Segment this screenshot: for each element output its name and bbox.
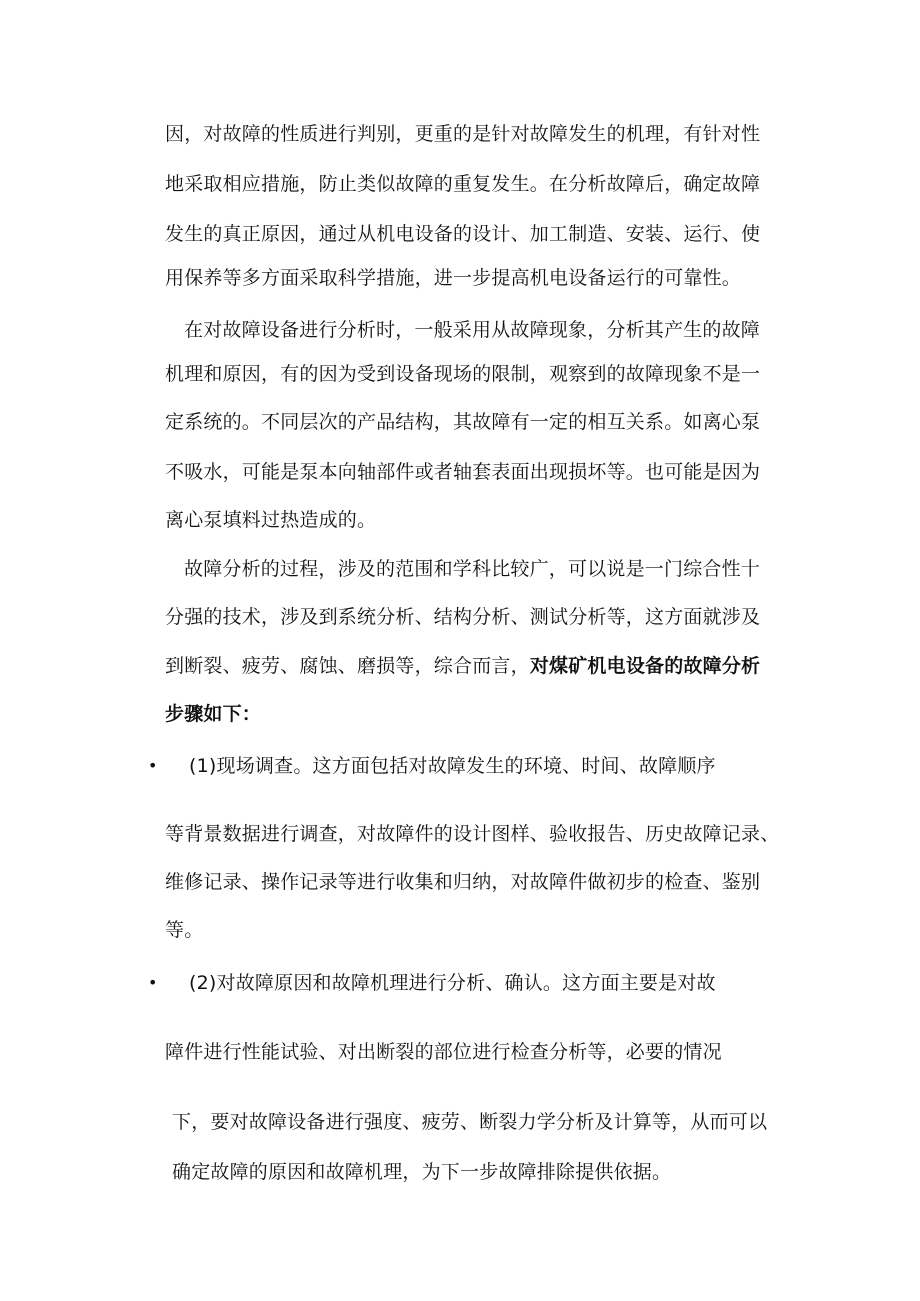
paragraph3-line2: 分强的技术，涉及到系统分析、结构分析、测试分析等，这方面就涉及	[165, 606, 761, 628]
list-item2-line3: 确定故障的原因和故障机理，为下一步故障排除提供依据。	[172, 1161, 672, 1183]
paragraph1-line4: 用保养等多方面采取科学措施，进一步提高机电设备运行的可靠性。	[165, 267, 742, 289]
bullet-2: •	[148, 973, 158, 992]
list-item2-lead: (2)对故障原因和故障机理进行分析、确认。这方面主要是对故	[189, 972, 716, 994]
paragraph2-line2: 机理和原因，有的因为受到设备现场的限制，观察到的故障现象不是一	[165, 363, 761, 385]
paragraph3-line3	[165, 654, 760, 678]
paragraph1-line1: 因，对故障的性质进行判别，更重的是针对故障发生的机理，有针对性	[165, 123, 761, 145]
paragraph3-line1: 故障分析的过程，涉及的范围和学科比较广，可以说是一门综合性十	[184, 558, 761, 580]
paragraph3-line4-bold: 步骤如下：	[165, 703, 262, 725]
list-item1-line2: 维修记录、操作记录等进行收集和归纳，对故障件做初步的检查、鉴别	[165, 871, 761, 893]
list-item1-line1: 等背景数据进行调查，对故障件的设计图样、验收报告、历史故障记录、	[165, 823, 780, 845]
list-item2-line2: 下，要对故障设备进行强度、疲劳、断裂力学分析及计算等，从而可以	[172, 1111, 768, 1133]
paragraph2-line1: 在对故障设备进行分析时，一般采用从故障现象，分析其产生的故障	[184, 319, 761, 341]
bullet-1: •	[148, 756, 158, 775]
paragraph1-line2: 地采取相应措施，防止类似故障的重复发生。在分析故障后，确定故障	[165, 173, 761, 195]
paragraph3-line3-bold: 对煤矿机电设备的故障分析	[529, 655, 761, 677]
paragraph2-line5: 离心泵填料过热造成的。	[165, 509, 377, 531]
paragraph3-line3-normal: 到断裂、疲劳、腐蚀、磨损等，综合而言，	[165, 655, 530, 677]
list-item2-line1: 障件进行性能试验、对出断裂的部位进行检查分析等，必要的情况	[165, 1041, 722, 1063]
paragraph1-line3: 发生的真正原因，通过从机电设备的设计、加工制造、安装、运行、使	[165, 223, 761, 245]
list-item1-line3: 等。	[165, 919, 204, 941]
paragraph2-line4: 不吸水，可能是泵本向轴部件或者轴套表面出现损坏等。也可能是因为	[165, 461, 761, 483]
paragraph2-line3: 定系统的。不同层次的产品结构，其故障有一定的相互关系。如离心泵	[165, 411, 761, 433]
list-item1-lead: (1)现场调查。这方面包括对故障发生的环境、时间、故障顺序	[189, 755, 716, 777]
